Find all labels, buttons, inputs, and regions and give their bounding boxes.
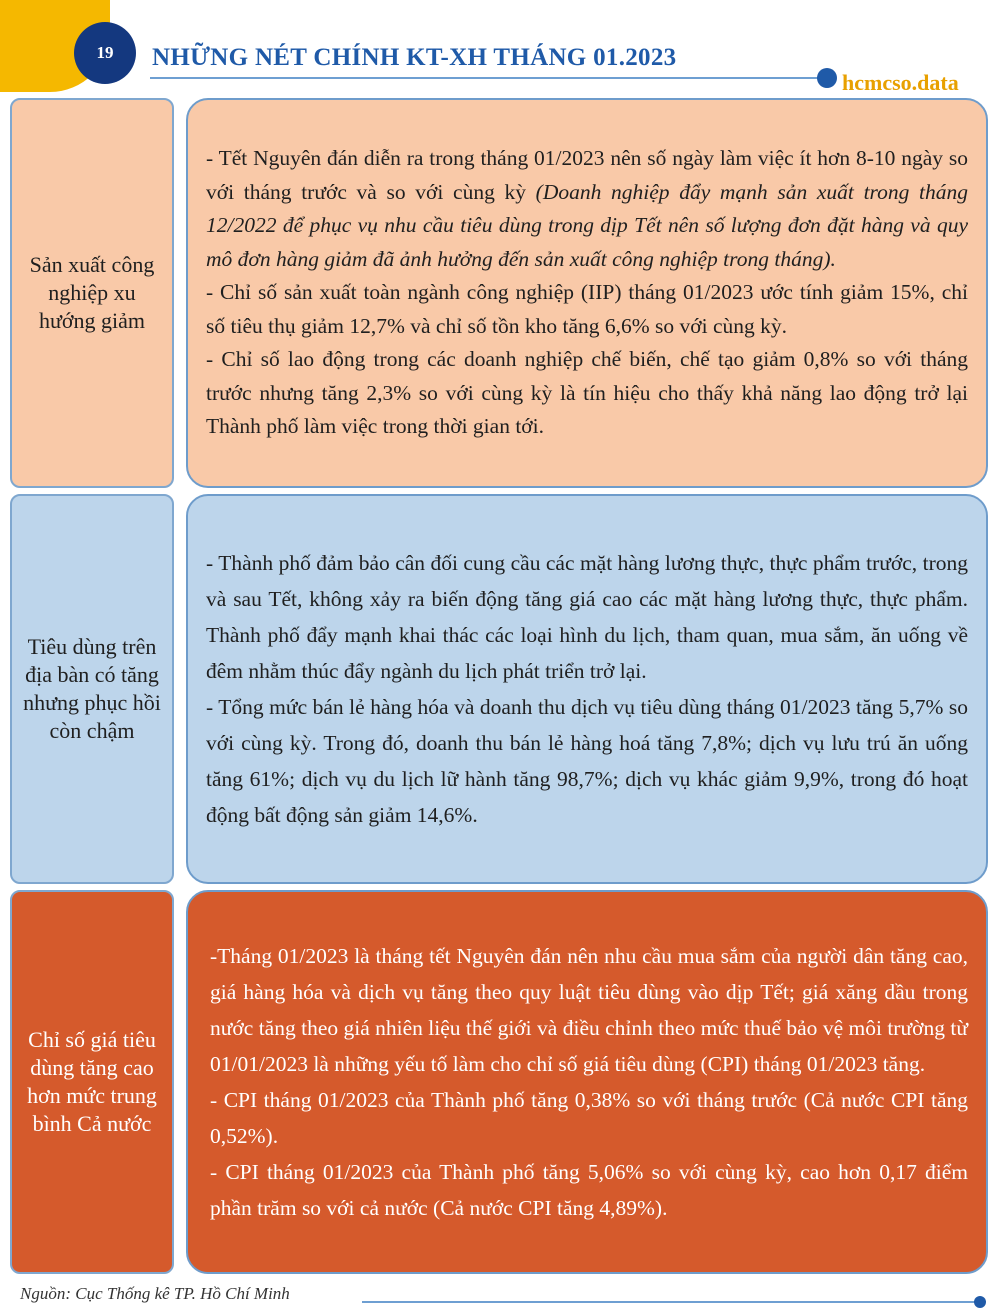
- page-number-badge: [74, 22, 136, 84]
- paragraph: - Chỉ số sản xuất toàn ngành công nghiệp (IIP) tháng 01/2023 ước tính giảm 15%, chỉ số tiêu thụ giảm 12,7% và chỉ số tồn kho tăng 6,6% so với cùng kỳ.: [206, 280, 968, 338]
- section-label-text: Sản xuất công nghiệp xu hướng giảm: [29, 252, 155, 333]
- section-content-industry: [186, 98, 988, 488]
- section-label-consumption: [10, 494, 174, 884]
- section-label-industry: [10, 98, 174, 488]
- paragraph-italic-note: (Doanh nghiệp đẩy mạnh sản xuất trong tháng 12/2022 để phục vụ nhu cầu tiêu dùng trong dịp Tết nên số lượng đơn đặt hàng và quy mô đơn hàng giảm đã ảnh hưởng đến sản xuất công nghiệp trong tháng).: [206, 179, 968, 271]
- footer-divider: [362, 1301, 978, 1303]
- page-title: NHỮNG NÉT CHÍNH KT-XH THÁNG 01.2023: [152, 44, 677, 71]
- header-divider: [150, 77, 822, 79]
- paragraph: - CPI tháng 01/2023 của Thành phố tăng 5,06% so với cùng kỳ, cao hơn 0,17 điểm phần trăm so với cả nước (Cả nước CPI tăng 4,89%).: [210, 1160, 968, 1220]
- footer-dot: [974, 1296, 986, 1308]
- header-dot: [817, 68, 837, 88]
- source-note: Nguồn: Cục Thống kê TP. Hồ Chí Minh: [20, 1284, 290, 1303]
- paragraph: - Tổng mức bán lẻ hàng hóa và doanh thu dịch vụ tiêu dùng tháng 01/2023 tăng 5,7% so với cùng kỳ. Trong đó, doanh thu bán lẻ hàng hoá tăng 7,8%; dịch vụ lưu trú ăn uống tăng 61%; dịch vụ du lịch lữ hành tăng 98,7%; dịch vụ khác giảm 9,9%, trong đó hoạt động bất động sản giảm 14,6%.: [206, 695, 968, 827]
- brand-label: hcmcso.data: [842, 70, 959, 95]
- paragraph: -Tháng 01/2023 là tháng tết Nguyên đán nên nhu cầu mua sắm của người dân tăng cao, giá hàng hóa và dịch vụ tăng theo quy luật tiêu dùng vào dịp Tết; giá xăng dầu trong nước tăng theo giá nhiên liệu thế giới và điều chỉnh theo mức thuế bảo vệ môi trường từ 01/01/2023 là những yếu tố làm cho chỉ số giá tiêu dùng (CPI) tháng 01/2023 tăng.: [210, 944, 968, 1076]
- section-label-text: Chỉ số giá tiêu dùng tăng cao hơn mức trung bình Cả nước: [27, 1027, 157, 1136]
- paragraph: - CPI tháng 01/2023 của Thành phố tăng 0,38% so với tháng trước (Cả nước CPI tăng 0,52%).: [210, 1088, 968, 1148]
- section-content-consumption: [186, 494, 988, 884]
- paragraph: [206, 142, 968, 276]
- page-number: 19: [96, 43, 114, 62]
- section-label-text: Tiêu dùng trên địa bàn có tăng nhưng phục hồi còn chậm: [23, 634, 161, 743]
- paragraph: - Chỉ số lao động trong các doanh nghiệp chế biến, chế tạo giảm 0,8% so với tháng trước nhưng tăng 2,3% so với cùng kỳ là tín hiệu cho thấy khả năng lao động trở lại Thành phố làm việc trong thời gian tới.: [206, 347, 968, 439]
- paragraph-text: - Tết Nguyên đán diễn ra trong tháng 01/2023 nên số ngày làm việc ít hơn 8-10 ngày so với tháng trước và so với cùng kỳ: [206, 146, 968, 204]
- section-content-cpi: [186, 890, 988, 1274]
- paragraph: - Thành phố đảm bảo cân đối cung cầu các mặt hàng lương thực, thực phẩm trước, trong và sau Tết, không xảy ra biến động tăng giá cao các mặt hàng lương thực, thực phẩm. Thành phố đẩy mạnh khai thác các loại hình du lịch, tham quan, mua sắm, ăn uống về đêm nhằm thúc đẩy ngành du lịch phát triển trở lại.: [206, 551, 968, 683]
- section-label-cpi: [10, 890, 174, 1274]
